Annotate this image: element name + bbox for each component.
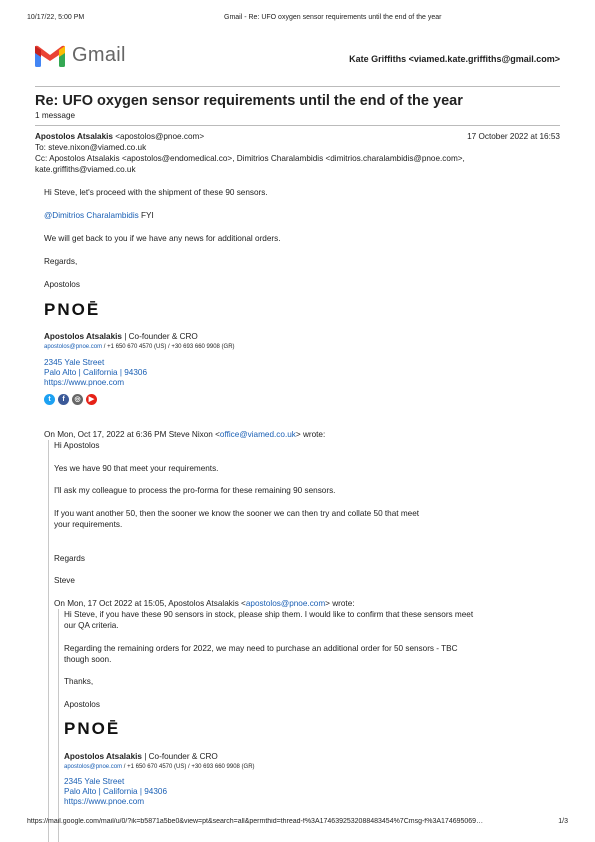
signature-contact [44, 344, 235, 350]
quote-line: If you want another 50, then the sooner we know the sooner we can then try and collate 50 that meet [54, 509, 420, 518]
pnoe-logo: PNOĒ [64, 719, 121, 738]
divider [35, 86, 560, 87]
body-line: Regards, [44, 257, 78, 266]
quote-line: Regards [54, 554, 85, 563]
quote-line: Regarding the remaining orders for 2022, we may need to purchase an additional order for 50 sensors - TBC [64, 644, 458, 653]
quote-intro-email[interactable]: apostolos@pnoe.com [245, 599, 326, 608]
quote-line: your requirements. [54, 520, 123, 529]
pnoe-logo: PNOĒ [44, 300, 101, 319]
quote-intro-text: > wrote: [295, 430, 326, 439]
message-cc-cont: kate.griffiths@viamed.co.uk [35, 165, 136, 174]
quote-intro-text: On Mon, 17 Oct 2022 at 15:05, Apostolos Atsalakis < [54, 599, 246, 608]
signature-website[interactable]: https://www.pnoe.com [64, 797, 145, 806]
gmail-logo-icon [35, 45, 65, 67]
body-line: Hi Steve, let's proceed with the shipment of these 90 sensors. [44, 188, 268, 197]
message-to: To: steve.nixon@viamed.co.uk [35, 143, 147, 152]
youtube-icon[interactable]: ▶ [86, 394, 97, 405]
quote-intro [44, 430, 325, 439]
signature-name: Apostolos Atsalakis [44, 332, 122, 341]
body-line: We will get back to you if we have any news for additional orders. [44, 234, 281, 243]
signature-email-link[interactable]: apostolos@pnoe.com [44, 344, 103, 350]
signature-address-1[interactable]: 2345 Yale Street [44, 358, 105, 367]
sender-name: Apostolos Atsalakis [35, 132, 113, 141]
quote-line: Hi Steve, if you have these 90 sensors in stock, please ship them. I would like to confirm that these sensors meet [64, 610, 474, 619]
quote-bar [48, 440, 49, 842]
account-name: Kate Griffiths <viamed.kate.griffiths@gmail.com> [349, 54, 560, 64]
quote-bar [58, 609, 59, 842]
quote-intro-text: > wrote: [325, 599, 355, 608]
print-footer-url: https://mail.google.com/mail/u/0/?ik=b5871a5be0&view=pt&search=all&permthid=thread-f%3A1746392532088483454%7Cmsg-f%3A174695069… [27, 818, 484, 825]
message-count: 1 message [35, 111, 76, 120]
gmail-wordmark: Gmail [72, 44, 126, 66]
page-number: 1/3 [558, 818, 568, 825]
quote-line: Yes we have 90 that meet your requirements. [54, 464, 219, 473]
mention-link[interactable]: @Dimitrios Charalambidis [44, 211, 139, 220]
signature-address-2[interactable]: Palo Alto | California | 94306 [64, 787, 168, 796]
message-from [35, 132, 204, 141]
signature-phones: / +1 650 670 4570 (US) / +30 693 660 9908 (GR) [122, 764, 255, 770]
quote-line: our QA criteria. [64, 621, 119, 630]
signature-role: | Co-founder & CRO [141, 752, 218, 761]
signature-name: Apostolos Atsalakis [64, 752, 142, 761]
signature-email-link[interactable]: apostolos@pnoe.com [64, 764, 123, 770]
message-date: 17 October 2022 at 16:53 [467, 132, 560, 141]
quote-line: Steve [54, 576, 75, 585]
quote-line: I'll ask my colleague to process the pro-forma for these remaining 90 sensors. [54, 486, 336, 495]
body-line: Apostolos [44, 280, 80, 289]
print-datetime: 10/17/22, 5:00 PM [27, 14, 85, 21]
signature-address-2[interactable]: Palo Alto | California | 94306 [44, 368, 148, 377]
instagram-icon[interactable]: ◎ [72, 394, 83, 405]
quote-line: Apostolos [64, 700, 100, 709]
facebook-icon[interactable]: f [58, 394, 69, 405]
quote-line: though soon. [64, 655, 112, 664]
body-mention-line [44, 211, 154, 220]
signature-name-line [44, 332, 198, 341]
signature-website[interactable]: https://www.pnoe.com [44, 378, 125, 387]
quote-line: Thanks, [64, 677, 94, 686]
signature-name-line [64, 752, 218, 761]
thread-subject: Re: UFO oxygen sensor requirements until the end of the year [35, 93, 463, 109]
quote-intro-text: On Mon, Oct 17, 2022 at 6:36 PM Steve Nixon < [44, 430, 220, 439]
sender-email: <apostolos@pnoe.com> [115, 132, 205, 141]
body-text: FYI [138, 211, 154, 220]
message-cc: Cc: Apostolos Atsalakis <apostolos@endomedical.co>, Dimitrios Charalambidis <dimitrios.charalambidis@pnoe.com>, [35, 154, 465, 163]
signature-phones: / +1 650 670 4570 (US) / +30 693 660 9908 (GR) [102, 344, 235, 350]
twitter-icon[interactable]: t [44, 394, 55, 405]
signature-address-1[interactable]: 2345 Yale Street [64, 777, 125, 786]
signature-role: | Co-founder & CRO [121, 332, 198, 341]
quote-line: Hi Apostolos [54, 441, 100, 450]
quote-intro-email[interactable]: office@viamed.co.uk [219, 430, 296, 439]
quote-intro [54, 599, 355, 608]
signature-contact [64, 764, 255, 770]
print-title: Gmail - Re: UFO oxygen sensor requirements until the end of the year [224, 14, 442, 21]
divider [35, 125, 560, 126]
